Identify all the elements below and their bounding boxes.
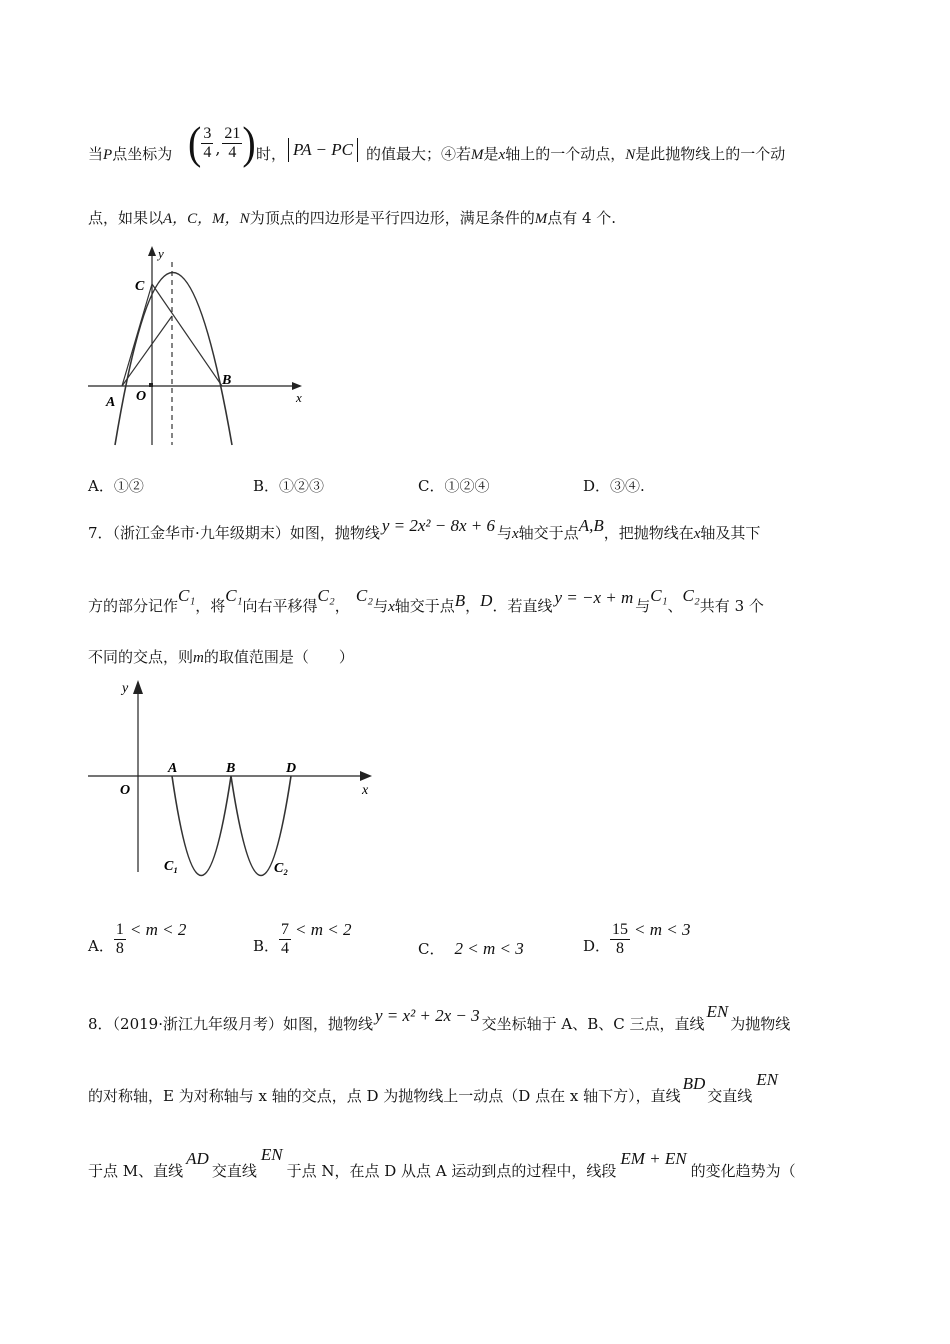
var-P: P	[103, 147, 113, 163]
text: 交坐标轴于 A、B、C 三点，直线	[481, 1015, 705, 1033]
paren-left: (	[188, 116, 202, 169]
q7-option-d[interactable]	[583, 920, 691, 958]
text: 与	[373, 597, 389, 615]
math-expr: EM + EN	[620, 1149, 687, 1168]
q6-option-c[interactable]	[418, 475, 490, 496]
option-letter: B．	[253, 477, 280, 495]
text: 的值最大；④若	[366, 145, 472, 163]
label-A: A	[106, 395, 116, 410]
numerator: 15	[612, 921, 629, 938]
text: 是	[483, 145, 499, 163]
text: 点，如果以	[88, 209, 164, 227]
label-C1: C₁	[164, 859, 179, 874]
label-B: B	[222, 373, 232, 388]
x-axis-arrow-icon	[292, 382, 302, 390]
curve-C1: C₁	[225, 586, 243, 605]
numerator: 7	[281, 921, 290, 938]
curve-C1: C₁	[178, 586, 196, 605]
text: 时，	[256, 145, 287, 163]
curve-C1	[172, 776, 231, 876]
denominator: 4	[228, 143, 237, 161]
text: 交直线	[707, 1087, 753, 1105]
question-number: 8．	[88, 1015, 113, 1033]
q6-line-1	[88, 143, 172, 166]
var-x: x	[498, 147, 506, 163]
curve-C2: C₂	[682, 586, 700, 605]
option-text: ①②	[113, 477, 144, 495]
q7-option-c[interactable]	[418, 938, 524, 959]
option-letter: D．	[583, 937, 611, 955]
curve-C2: C₂	[317, 586, 335, 605]
option-text: < m < 2	[295, 920, 352, 939]
origin-tick	[149, 383, 153, 387]
text: 点坐标为	[112, 145, 173, 163]
option-text: < m < 2	[129, 920, 187, 939]
option-text: 2 < m < 3	[454, 939, 524, 958]
option-text: ③④.	[610, 477, 645, 495]
text: 交直线	[211, 1162, 257, 1180]
text: 为顶点的四边形是平行四边形，满足条件的	[249, 209, 535, 227]
text: ，	[334, 597, 350, 615]
text: 不同的交点，则	[88, 648, 194, 666]
label-O: O	[136, 389, 147, 404]
fraction	[610, 921, 630, 958]
fraction	[201, 125, 213, 162]
q6-line-2	[88, 207, 616, 230]
var-M: M	[471, 147, 484, 163]
var-x: x	[512, 526, 519, 542]
paren-right: )	[242, 116, 256, 169]
option-text: < m < 3	[634, 920, 691, 939]
equation: y = x² + 2x − 3	[375, 1006, 480, 1025]
line-EN: EN	[260, 1145, 283, 1164]
var-M: M	[534, 211, 548, 227]
denominator: 8	[616, 940, 625, 957]
option-letter: A．	[88, 937, 114, 955]
q6-figure	[80, 240, 320, 455]
fraction	[114, 921, 126, 958]
text: ，	[465, 597, 481, 615]
numerator: 3	[203, 124, 212, 142]
option-letter: C．	[418, 940, 445, 958]
text: 共有 3 个	[699, 597, 764, 615]
q7-line-3	[88, 646, 354, 669]
segment-AC	[122, 284, 152, 386]
text: 方的部分记作	[88, 597, 179, 615]
label-y: y	[158, 246, 164, 261]
q6-coordinate	[188, 118, 256, 168]
line-EN: EN	[756, 1070, 778, 1089]
q6-line-1b	[256, 143, 286, 165]
q7-line-2	[88, 586, 764, 618]
segment-CB	[152, 284, 222, 386]
denominator: 4	[203, 143, 212, 161]
label-D: D	[286, 761, 297, 776]
option-letter: C．	[418, 477, 445, 495]
point-B: B	[454, 591, 466, 610]
equation: y = −x + m	[554, 588, 634, 607]
text: 的变化趋势为（	[690, 1162, 796, 1180]
text: ．若直线	[492, 597, 553, 615]
point-D: D	[480, 591, 493, 610]
question-number: 7．	[88, 524, 113, 542]
option-letter: A．	[88, 477, 114, 495]
numerator: 1	[115, 921, 124, 938]
q7-figure	[80, 672, 380, 887]
text: 与	[635, 597, 651, 615]
text: 与	[496, 524, 512, 542]
text: 向右平移得	[242, 597, 318, 615]
text: 、	[667, 597, 683, 615]
text: 的对称轴，E 为对称轴与 x 轴的交点，点 D 为抛物线上一动点（D 点在 x 轴下方），直线	[88, 1087, 681, 1105]
segment-AP	[122, 316, 172, 386]
q7-option-b[interactable]	[253, 920, 352, 958]
fraction	[222, 125, 242, 162]
points-AB: A,B	[578, 516, 604, 535]
var-N: N	[625, 147, 636, 163]
text: ，把抛物线在	[603, 524, 694, 542]
option-letter: D．	[583, 477, 611, 495]
q6-option-a[interactable]	[88, 475, 144, 496]
q6-option-d[interactable]	[583, 475, 645, 496]
q8-line-2	[88, 1070, 778, 1107]
text: 轴交于点	[518, 524, 579, 542]
label-C2: C₂	[274, 861, 289, 876]
var-x: x	[693, 526, 701, 542]
points: A，C，M，N	[163, 211, 250, 227]
text: 轴交于点	[394, 597, 455, 615]
text: ，将	[195, 597, 226, 615]
q8-line-1	[88, 1002, 791, 1035]
line-EN: EN	[706, 1002, 729, 1021]
parabola-curve	[115, 273, 232, 446]
text: 于点 M、直线	[88, 1162, 184, 1180]
text: 的取值范围是（ ）	[203, 648, 354, 666]
q6-option-b[interactable]	[253, 475, 324, 496]
q6-abs-expr	[288, 138, 358, 162]
text: 为抛物线	[730, 1015, 791, 1033]
label-O: O	[120, 783, 131, 798]
label-y: y	[122, 681, 129, 696]
var-x: x	[388, 599, 395, 615]
numerator: 21	[224, 124, 241, 142]
text: 轴上的一个动点，	[505, 145, 626, 163]
curve-C1: C₁	[650, 586, 668, 605]
label-A: A	[168, 761, 178, 776]
label-C: C	[135, 279, 145, 294]
math-expr: PA − PC	[293, 140, 353, 159]
text: （2019·浙江九年级月考）如图，抛物线	[112, 1015, 373, 1033]
text: 点有 4 个.	[547, 209, 617, 227]
denominator: 8	[115, 940, 124, 957]
q8-line-3	[88, 1145, 796, 1182]
line-BD: BD	[682, 1074, 706, 1093]
curve-C2: C₂	[355, 586, 374, 605]
option-letter: B．	[253, 937, 280, 955]
equation: y = 2x² − 8x + 6	[381, 516, 495, 535]
fraction	[279, 921, 291, 958]
y-axis-arrow-icon	[133, 680, 143, 694]
line-AD: AD	[186, 1149, 209, 1168]
option-text: ①②③	[279, 477, 325, 495]
text: （浙江金华市·九年级期末）如图，抛物线	[112, 524, 380, 542]
var-m: m	[193, 650, 204, 666]
label-x: x	[362, 783, 369, 798]
denominator: 4	[281, 940, 290, 957]
text: 于点 N，在点 D 从点 A 运动到点的过程中，线段	[286, 1162, 617, 1180]
text: 当	[88, 145, 104, 163]
text: 是此抛物线上的一个动	[635, 145, 786, 163]
x-axis-arrow-icon	[360, 771, 372, 781]
comma: ,	[215, 138, 221, 158]
label-x: x	[296, 390, 302, 405]
q6-line-1c	[366, 143, 785, 166]
q7-option-a[interactable]	[88, 920, 186, 958]
q7-line-1	[88, 516, 761, 545]
text: 轴及其下	[700, 524, 761, 542]
option-text: ①②④	[444, 477, 490, 495]
label-B: B	[226, 761, 236, 776]
y-axis-arrow-icon	[148, 246, 156, 256]
